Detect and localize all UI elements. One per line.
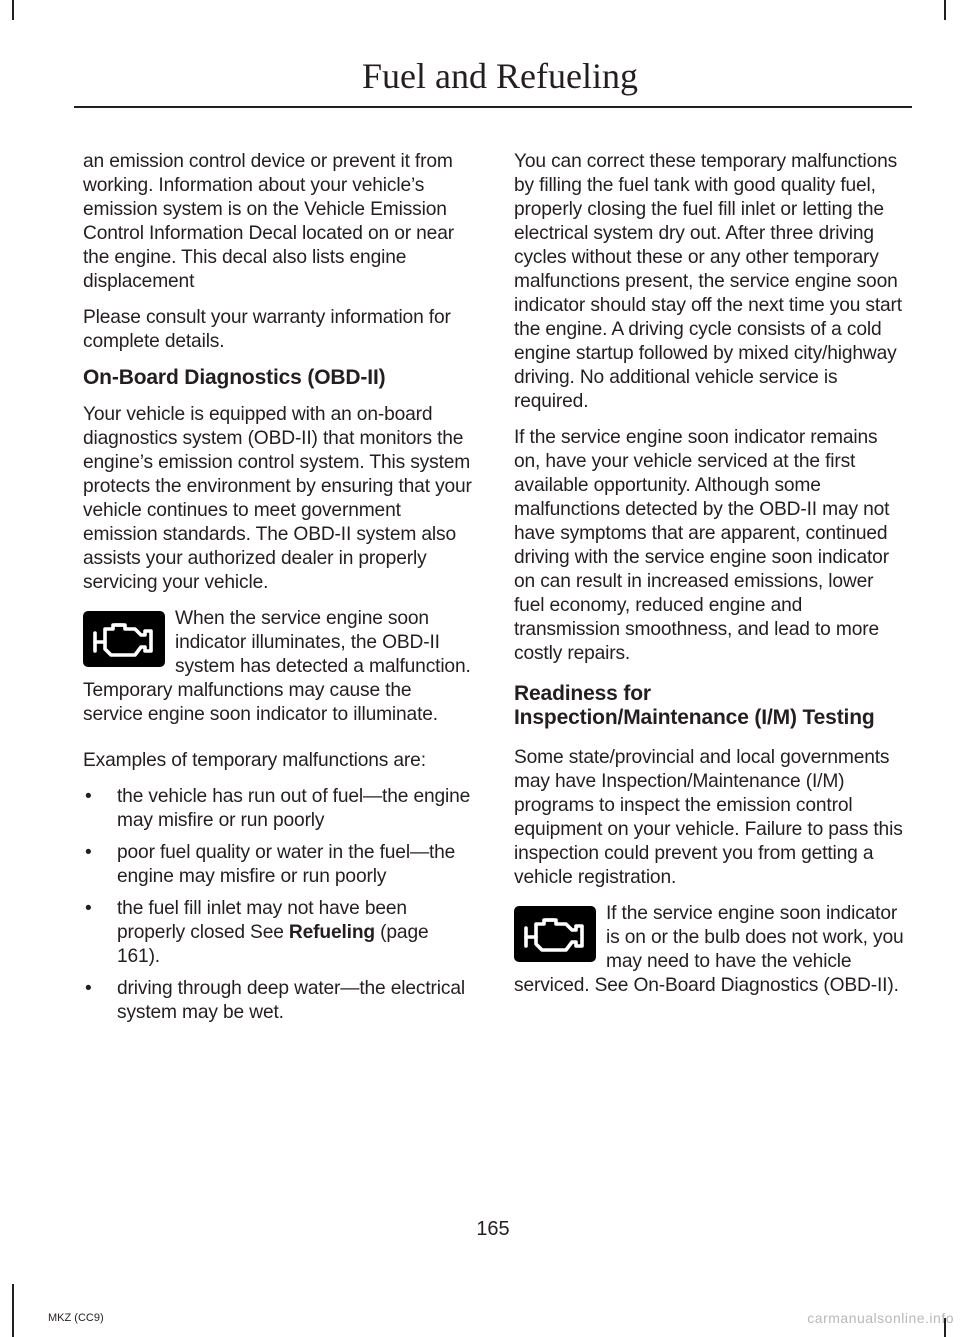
bullet-icon: • — [85, 898, 92, 919]
right-column — [514, 150, 908, 1010]
paragraph: You can correct these temporary malfunctions by filling the fuel tank with good quality fuel, properly closing the fuel fill inlet or letting the electrical system dry out. After three driving cycles without these or any other temporary malfunctions present, the service engine soon indicator should stay off the next time you start the engine. A driving cycle consists of a cold engine startup followed by mixed city/highway driving. No additional vehicle service is required. — [514, 151, 902, 412]
bullet-icon: • — [85, 786, 92, 807]
crop-mark-top-right — [944, 0, 946, 20]
bullet-list — [83, 785, 475, 1025]
bullet-icon: • — [85, 842, 92, 863]
paragraph-with-icon: If the service engine soon indicator is on or the bulb does not work, you may need to have the vehicle serviced. See On-Board Diagnostics (OBD-II). — [514, 903, 904, 996]
list-item: • driving through deep water—the electrical system may be wet. — [85, 978, 465, 1023]
crop-mark-top-left — [12, 0, 14, 20]
section-heading-obd: On-Board Diagnostics (OBD-II) — [83, 366, 386, 389]
paragraph: Please consult your warranty information for complete details. — [83, 307, 451, 352]
watermark: carmanualsonline.info — [807, 1310, 954, 1326]
cross-reference-link[interactable]: Refueling — [288, 922, 375, 943]
page-number: 165 — [476, 1218, 510, 1240]
paragraph-with-icon: When the service engine soon indicator illuminates, the OBD-II system has detected a malfunction. Temporary malfunctions may cause the service engine soon indicator to illuminate. — [83, 608, 471, 725]
paragraph: Some state/provincial and local governments may have Inspection/Maintenance (I/M) programs to inspect the emission control equipment on your vehicle. Failure to pass this inspection could prevent you from getting a vehicle registration. — [514, 747, 903, 888]
left-column — [83, 150, 475, 1033]
paragraph: Your vehicle is equipped with an on-board diagnostics system (OBD-II) that monitors the engine’s emission control system. This system protects the environment by ensuring that your vehicle continues to meet government emission standards. The OBD-II system also assists your authorized dealer in properly servicing your vehicle. — [83, 404, 472, 593]
list-item: • poor fuel quality or water in the fuel—the engine may misfire or run poorly — [85, 842, 456, 887]
check-engine-icon — [514, 906, 596, 962]
list-item: • the fuel fill inlet may not have been properly closed See Refueling (page 161). — [85, 898, 429, 967]
bullet-icon: • — [85, 978, 92, 999]
crop-mark-bottom-left — [12, 1284, 14, 1337]
header-rule — [74, 106, 912, 108]
paragraph: an emission control device or prevent it from working. Information about your vehicle’s emission system is on the Vehicle Emission Control Information Decal located on or near the engine. This decal also lists engine displacement — [83, 151, 454, 292]
model-code: MKZ (CC9) — [48, 1312, 104, 1324]
check-engine-icon — [83, 611, 165, 667]
page-title: Fuel and Refueling — [362, 56, 638, 96]
list-item: • the vehicle has run out of fuel—the engine may misfire or run poorly — [85, 786, 471, 831]
paragraph: Examples of temporary malfunctions are: — [83, 750, 426, 771]
paragraph: If the service engine soon indicator remains on, have your vehicle serviced at the first available opportunity. Although some malfunctions detected by the OBD-II may not have symptoms that are apparent, continued driving with the service engine soon indicator on can result in increased emissions, lower fuel economy, reduced engine and transmission smoothness, and lead to more costly repairs. — [514, 427, 890, 664]
section-heading-readiness: Readiness for Inspection/Maintenance (I/M) Testing — [514, 682, 875, 729]
